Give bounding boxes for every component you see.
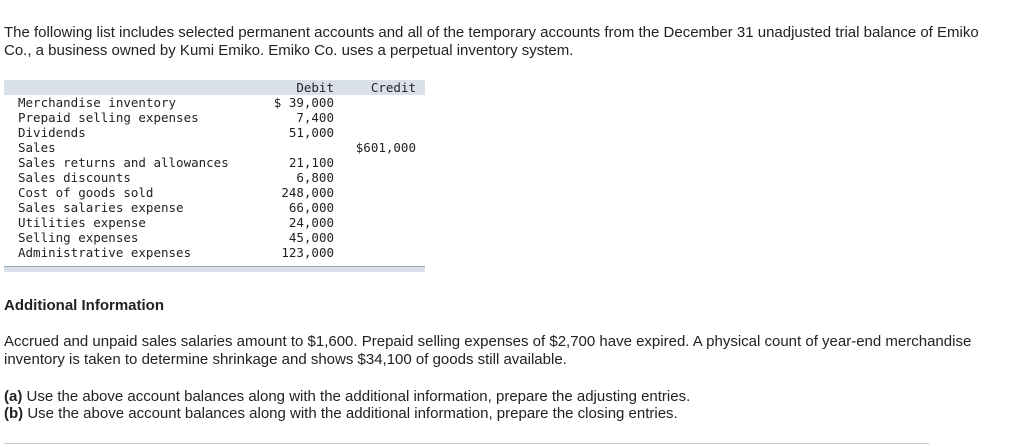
- account-name: Administrative expenses: [18, 245, 192, 260]
- trial-balance-table: [4, 80, 425, 272]
- debit-amount: 66,000: [288, 200, 334, 215]
- account-name: Cost of goods sold: [18, 185, 154, 200]
- table-row: [4, 230, 425, 245]
- requirement-b: [4, 405, 994, 423]
- account-name: Sales salaries expense: [18, 200, 184, 215]
- table-row: [4, 95, 425, 110]
- account-name: Sales returns and allowances: [18, 155, 229, 170]
- table-row: [4, 140, 425, 155]
- credit-column-header: Credit: [370, 80, 416, 95]
- account-name: Dividends: [18, 125, 86, 140]
- account-name: Utilities expense: [18, 215, 146, 230]
- debit-amount: 248,000: [281, 185, 334, 200]
- account-name: Prepaid selling expenses: [18, 110, 199, 125]
- requirement-b-label: (b): [4, 405, 24, 422]
- debit-amount: 123,000: [281, 245, 334, 260]
- table-footer-band: [4, 266, 425, 272]
- additional-info-heading: Additional Information: [4, 297, 164, 314]
- account-name: Merchandise inventory: [18, 95, 177, 110]
- debit-amount: 7,400: [296, 110, 334, 125]
- table-row: [4, 170, 425, 185]
- account-name: Selling expenses: [18, 230, 139, 245]
- debit-amount: 6,800: [296, 170, 334, 185]
- credit-amount: $601,000: [355, 140, 416, 155]
- intro-paragraph: The following list includes selected permanent accounts and all of the temporary accounts from the December 31 unadjusted trial balance of Emiko Co., a business owned by Kumi Emiko. Emiko Co. uses a perpetual inventory system.: [4, 24, 979, 59]
- requirement-a: [4, 388, 994, 406]
- debit-amount: $ 39,000: [273, 95, 334, 110]
- table-row: [4, 200, 425, 215]
- table-row: [4, 245, 425, 260]
- debit-amount: 45,000: [288, 230, 334, 245]
- requirement-b-text: Use the above account balances along with the additional information, prepare the closing entries.: [23, 405, 678, 422]
- table-body: [4, 95, 425, 260]
- account-name: Sales: [18, 140, 56, 155]
- debit-amount: 24,000: [288, 215, 334, 230]
- debit-amount: 51,000: [288, 125, 334, 140]
- table-row: [4, 185, 425, 200]
- account-name: Sales discounts: [18, 170, 131, 185]
- table-row: [4, 215, 425, 230]
- requirement-a-text: Use the above account balances along with the additional information, prepare the adjusting entries.: [22, 388, 691, 405]
- debit-column-header: Debit: [296, 80, 334, 95]
- debit-amount: 21,100: [288, 155, 334, 170]
- table-row: [4, 155, 425, 170]
- bottom-divider: [4, 443, 929, 444]
- additional-info-text: Accrued and unpaid sales salaries amount to $1,600. Prepaid selling expenses of $2,700 have expired. A physical count of year-end merchandise inventory is taken to determine shrinkage and shows $34,100 of goods still available.: [4, 333, 972, 368]
- table-row: [4, 110, 425, 125]
- requirement-a-label: (a): [4, 388, 23, 405]
- table-row: [4, 125, 425, 140]
